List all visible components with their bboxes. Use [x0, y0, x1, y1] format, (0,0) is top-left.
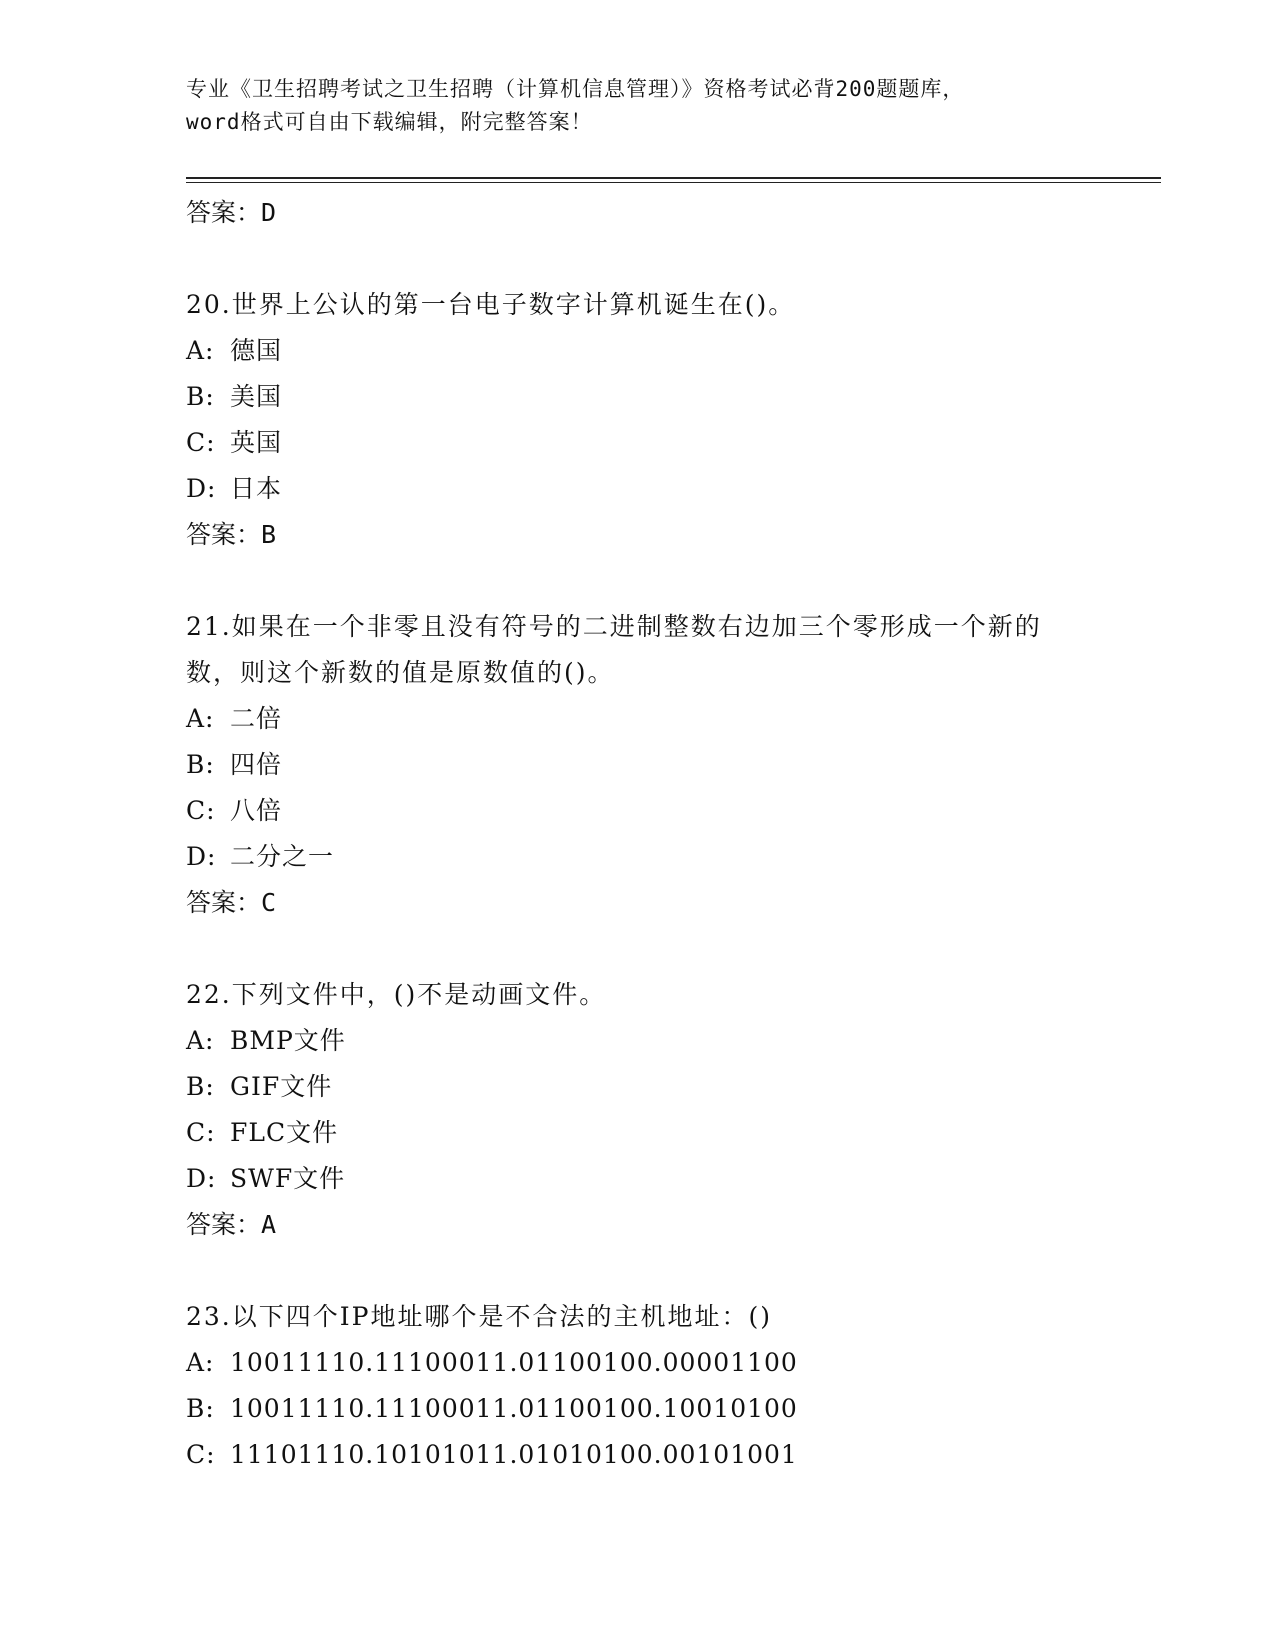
option-item [186, 328, 1161, 374]
header-line-1: 专业《卫生招聘考试之卫生招聘（计算机信息管理）》资格考试必背200题题库， [186, 77, 965, 101]
option-text: 10011110.11100011.01100100.10010100 [230, 1394, 798, 1423]
header-divider [186, 177, 1161, 183]
answer-line [186, 880, 1161, 926]
option-label: D: [186, 1164, 217, 1193]
answer-value: D [261, 198, 277, 227]
option-label: C: [186, 1118, 216, 1147]
spacer [186, 1248, 1161, 1294]
option-item [186, 788, 1161, 834]
option-label: A: [186, 704, 215, 733]
answer-label: 答案： [186, 888, 262, 917]
option-text: 四倍 [230, 750, 283, 779]
option-label: A: [186, 336, 215, 365]
option-text: 二倍 [230, 704, 283, 733]
option-text: 11101110.10101011.01010100.00101001 [230, 1440, 798, 1469]
question-text: 22.下列文件中，()不是动画文件。 [186, 980, 607, 1009]
option-text: SWF文件 [230, 1164, 346, 1193]
option-text: 二分之一 [230, 842, 335, 871]
question-text: 21.如果在一个非零且没有符号的二进制整数右边加三个零形成一个新的数，则这个新数的值是原数值的()。 [186, 612, 1042, 687]
option-item [186, 466, 1161, 512]
option-label: B: [186, 382, 215, 411]
option-item [186, 742, 1161, 788]
option-label: B: [186, 750, 215, 779]
answer-value: C [261, 888, 277, 917]
header-line-2: word格式可自由下载编辑，附完整答案！ [186, 110, 593, 134]
option-text: 德国 [230, 336, 283, 365]
answer-label: 答案： [186, 1210, 262, 1239]
answer-value: A [261, 1210, 277, 1239]
option-item [186, 1018, 1161, 1064]
option-text: BMP文件 [230, 1026, 346, 1055]
option-item [186, 1432, 1161, 1478]
option-text: 美国 [230, 382, 283, 411]
option-item [186, 1156, 1161, 1202]
option-item [186, 420, 1161, 466]
spacer [186, 558, 1161, 604]
option-text: GIF文件 [230, 1072, 333, 1101]
answer-line [186, 1202, 1161, 1248]
option-text: 八倍 [230, 796, 283, 825]
option-text: 英国 [230, 428, 283, 457]
answer-label: 答案： [186, 198, 262, 227]
option-item [186, 1110, 1161, 1156]
option-label: D: [186, 842, 217, 871]
spacer [186, 926, 1161, 972]
option-label: A: [186, 1026, 215, 1055]
question-text: 23.以下四个IP地址哪个是不合法的主机地址：() [186, 1302, 772, 1331]
option-item [186, 1340, 1161, 1386]
answer-line [186, 512, 1161, 558]
option-label: B: [186, 1394, 215, 1423]
option-item [186, 374, 1161, 420]
question-text: 20.世界上公认的第一台电子数字计算机诞生在()。 [186, 290, 796, 319]
option-label: C: [186, 796, 216, 825]
option-text: 10011110.11100011.01100100.00001100 [230, 1348, 798, 1377]
option-label: A: [186, 1348, 215, 1377]
option-text: FLC文件 [230, 1118, 339, 1147]
answer-label: 答案： [186, 520, 262, 549]
document-header [186, 73, 1106, 139]
answer-value: B [261, 520, 277, 549]
option-text: 日本 [230, 474, 283, 503]
option-item [186, 696, 1161, 742]
option-item [186, 1064, 1161, 1110]
option-label: D: [186, 474, 217, 503]
option-item [186, 834, 1161, 880]
option-label: B: [186, 1072, 215, 1101]
answer-line [186, 190, 1161, 236]
option-label: C: [186, 1440, 216, 1469]
spacer [186, 236, 1161, 282]
question-list [186, 190, 1161, 1478]
option-label: C: [186, 428, 216, 457]
option-item [186, 1386, 1161, 1432]
